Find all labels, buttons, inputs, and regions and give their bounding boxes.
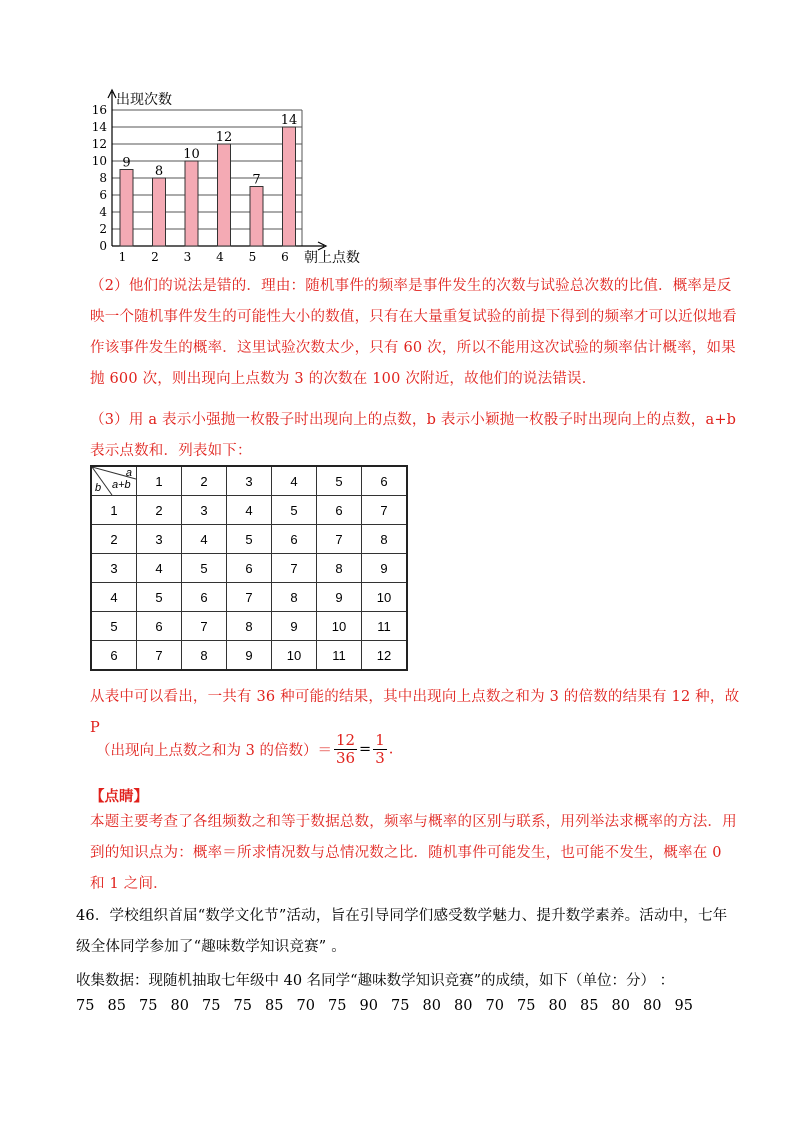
table-cell: 4 [227,496,272,525]
part-2-explanation: （2）他们的说法是错的．理由：随机事件的频率是事件发生的次数与试验总次数的比值．概率是反映一个随机事件发生的可能性大小的数值，只有在大量重复试验的前提下得到的频率才可以近似地看作该事件发生的概率．这里试验次数太少，只有 60 次，所以不能用这次试验的频率估计概率，如果抛 600 次，则出现向上点数为 3 的次数在 100 次附近，故他们的说法错误． [90,278,737,387]
equals-sign: = [359,741,372,758]
diagonal-header-cell [91,466,137,496]
bar-value-label: 9 [122,155,131,171]
table-cell: 4 [91,583,137,612]
table-cell: 6 [137,612,182,641]
table-cell: 10 [362,583,408,612]
table-cell: 12 [362,641,408,671]
score-list [76,998,706,1014]
table-cell: 4 [182,525,227,554]
table-cell: 9 [362,554,408,583]
score-value: 80 [454,998,473,1014]
table-cell: 8 [362,525,408,554]
x-axis-label: 朝上点数 [304,250,360,266]
header-b: b [95,482,102,494]
table-cell: 3 [137,525,182,554]
fraction-numerator: 1 [375,731,385,749]
table-cell: 7 [182,612,227,641]
table-cell: 8 [272,583,317,612]
conclusion-text: 从表中可以看出，一共有 36 种可能的结果，其中出现向上点数之和为 3 的倍数的结果有 12 种，故 P [90,689,740,736]
table-cell: 6 [227,554,272,583]
table-cell: 3 [227,466,272,496]
table-cell: 3 [182,496,227,525]
y-tick-label: 2 [99,222,107,236]
bar [185,161,198,246]
fraction-12-36 [334,732,357,767]
table-cell: 5 [272,496,317,525]
dianjing-text: 本题主要考查了各组频数之和等于数据总数，频率与概率的区别与联系，用列举法求概率的方法．用到的知识点为：概率＝所求情况数与总情况数之比．随机事件可能发生，也可能不发生，概率在 0 和 1 之间． [90,814,737,892]
bar-chart [86,88,366,268]
header-a: a [125,467,132,479]
y-tick-label: 16 [91,103,107,117]
table-cell: 4 [272,466,317,496]
y-tick-label: 6 [99,188,107,202]
x-tick-label: 6 [281,250,289,264]
score-value: 90 [359,998,378,1014]
table-cell: 1 [91,496,137,525]
table-cell: 7 [362,496,408,525]
table-cell: 10 [317,612,362,641]
sum-table [90,465,408,671]
table-cell: 5 [182,554,227,583]
question-46-collect: 收集数据：现随机抽取七年级中 40 名同学“趣味数学知识竞赛”的成绩，如下（单位：分） ： [76,973,675,989]
bar [250,187,263,247]
score-value: 85 [580,998,599,1014]
table-cell: 11 [362,612,408,641]
table-cell: 6 [91,641,137,671]
probability-formula [96,732,393,767]
bar-value-label: 12 [215,130,233,145]
table-cell: 3 [91,554,137,583]
y-tick-label: 8 [99,171,107,185]
table-row [91,525,407,554]
score-value: 80 [422,998,441,1014]
fraction-numerator: 12 [335,731,356,749]
y-tick-label: 12 [91,137,107,151]
table-cell: 5 [137,583,182,612]
fraction-1-3 [373,732,387,767]
table-cell: 9 [272,612,317,641]
table-cell: 6 [272,525,317,554]
table-cell: 6 [182,583,227,612]
question-46-intro: 46．学校组织首届“数学文化节”活动，旨在引导同学们感受数学魅力、提升数学素养。活动中，七年级全体同学参加了“趣味数学知识竞赛” 。 [76,908,728,955]
table-row [91,583,407,612]
table-row [91,554,407,583]
bar-value-label: 10 [183,147,200,162]
score-value: 95 [674,998,693,1014]
score-value: 75 [139,998,158,1014]
table-cell: 2 [137,496,182,525]
score-value: 75 [76,998,95,1014]
score-value: 70 [296,998,315,1014]
score-value: 75 [391,998,410,1014]
table-cell: 2 [91,525,137,554]
table-cell: 6 [362,466,408,496]
table-cell: 10 [272,641,317,671]
table-cell: 7 [272,554,317,583]
x-tick-label: 3 [183,250,192,264]
x-tick-label: 1 [118,250,127,264]
y-axis-label: 出现次数 [116,92,172,108]
score-value: 70 [485,998,504,1014]
header-sum: a+b [112,479,131,491]
table-cell: 8 [317,554,362,583]
score-value: 75 [233,998,252,1014]
table-cell: 5 [317,466,362,496]
y-tick-label: 10 [91,154,107,168]
probability-prefix: （出现向上点数之和为 3 的倍数）＝ [96,743,332,759]
bar-value-label: 7 [252,172,261,188]
fraction-denominator: 3 [375,749,385,767]
y-tick-label: 0 [99,239,107,253]
x-tick-label: 2 [151,250,159,264]
table-cell: 7 [137,641,182,671]
x-tick-label: 4 [216,250,224,264]
score-value: 85 [107,998,126,1014]
table-cell: 6 [317,496,362,525]
bar-value-label: 8 [154,164,164,179]
score-value: 75 [517,998,536,1014]
dianjing-label: 【点睛】 [90,788,148,805]
table-cell: 11 [317,641,362,671]
y-tick-label: 14 [91,120,107,134]
x-tick-label: 5 [248,250,257,264]
bar-value-label: 14 [280,113,298,128]
table-cell: 5 [227,525,272,554]
table-header-row [91,466,407,496]
table-cell: 2 [182,466,227,496]
score-value: 75 [328,998,347,1014]
table-cell: 8 [182,641,227,671]
score-value: 80 [643,998,662,1014]
bar [283,127,296,246]
table-cell: 8 [227,612,272,641]
table-cell: 4 [137,554,182,583]
score-value: 80 [611,998,630,1014]
table-row [91,641,407,671]
table-cell: 1 [137,466,182,496]
bar [218,144,231,246]
bar [120,170,133,247]
table-row [91,496,407,525]
table-cell: 9 [317,583,362,612]
score-value: 80 [548,998,567,1014]
score-value: 80 [170,998,189,1014]
table-cell: 9 [227,641,272,671]
table-cell: 7 [227,583,272,612]
bar [153,178,166,246]
part-3-intro: （3）用 a 表示小强抛一枚骰子时出现向上的点数，b 表示小颖抛一枚骰子时出现向上的点数，a+b 表示点数和．列表如下： [90,412,737,459]
y-tick-label: 4 [99,205,107,219]
table-cell: 7 [317,525,362,554]
score-value: 75 [202,998,221,1014]
score-value: 85 [265,998,284,1014]
fraction-denominator: 36 [335,749,356,767]
period: . [388,741,394,758]
table-row [91,612,407,641]
table-cell: 5 [91,612,137,641]
